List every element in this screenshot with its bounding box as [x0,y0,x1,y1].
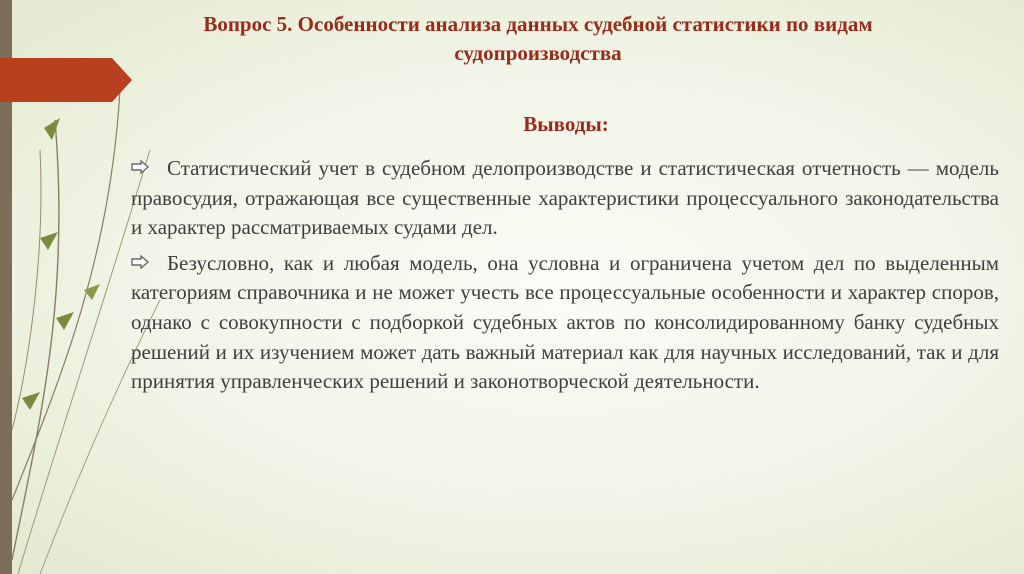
accent-arrow-tab [0,58,132,102]
slide-title: Вопрос 5. Особенности анализа данных судебной статистики по видам судопроизводства [203,12,873,65]
conclusions-heading: Выводы: [523,112,609,136]
arrow-right-icon [131,160,167,174]
paragraph-text: Статистический учет в судебном делопроизводстве и статистическая отчетность — модель правосудия, отражающая все существенные характеристики процессуального законодательства и характер рассматриваемых судами дел. [131,156,999,240]
bullet-paragraph-1 [131,154,999,243]
slide-body [131,154,999,403]
paragraph-text: Безусловно, как и любая модель, она условна и ограничена учетом дел по выделенным категориям справочника и не может учесть все процессуальные особенности и характер споров, однако с совокупности с подборкой судебных актов по консолидированному банку судебных решений и их изучением может дать важный материал как для научных исследований, так и для принятия управленческих решений и законотворческой деятельности. [131,250,999,394]
bullet-paragraph-2 [131,249,999,397]
arrow-right-icon [131,255,167,269]
